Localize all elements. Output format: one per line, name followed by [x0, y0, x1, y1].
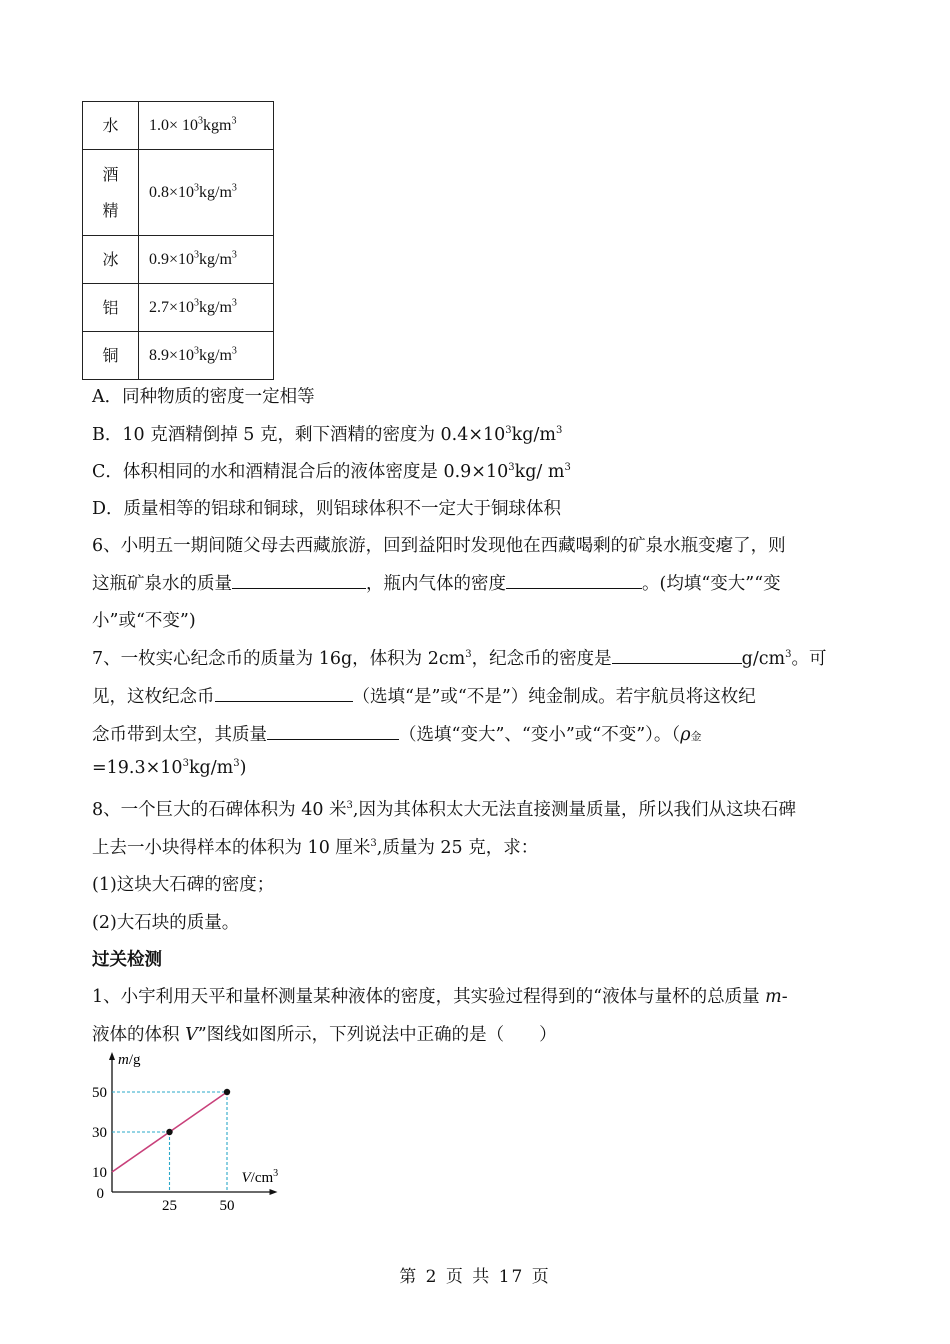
- density-unit: kg/m: [199, 183, 232, 201]
- q6-blank-mass[interactable]: [232, 570, 366, 589]
- density-exp: 3: [194, 297, 200, 309]
- q6-line-3: 小”或“不变”): [92, 611, 196, 631]
- density-table-row: [83, 284, 274, 332]
- x-axis-label: [242, 1168, 279, 1186]
- origin-label: 0: [96, 1186, 104, 1202]
- substance-char: 冰: [102, 249, 119, 269]
- density-value: 8.9×10: [149, 346, 195, 364]
- q6-line-2: 这瓶矿泉水的质量 ，瓶内气体的密度 。(均填“变大”“变: [92, 570, 781, 595]
- q7-line-2: 见，这枚纪念币 （选填“是”或“不是”）纯金制成。若宇航员将这枚纪: [92, 683, 756, 708]
- q7-line-1: 7、一枚实心纪念币的质量为 16g，体积为 $2cm^3$，纪念币的密度是 $g/cm^3$。可: [92, 645, 827, 670]
- density-table: [82, 101, 274, 380]
- y-axis-arrow: [109, 1052, 115, 1060]
- q6-blank-density[interactable]: [506, 570, 642, 589]
- density-value: 0.9×10: [149, 250, 195, 268]
- density-table-row: [83, 236, 274, 284]
- q1-line-2: 液体的体积 V”图线如图所示，下列说法中正确的是（ ）: [92, 1025, 557, 1045]
- mass-volume-chart: [82, 1050, 292, 1220]
- density-table-row: [83, 150, 274, 236]
- q7-blank-density[interactable]: [612, 645, 742, 664]
- density-value: 2.7×10: [149, 298, 195, 316]
- page-footer: 第 2 页 共 17 页: [399, 1267, 551, 1287]
- density-value-cell: [139, 150, 274, 236]
- density-exp: 3: [194, 249, 200, 261]
- q7-blank-mass[interactable]: [267, 721, 399, 740]
- density-unit: kg/m: [199, 250, 232, 268]
- x-tick-label: 25: [162, 1198, 177, 1214]
- q8-sub-2: (2)大石块的质量。: [92, 913, 240, 933]
- density-value-cell: [139, 102, 274, 150]
- x-tick-label: 50: [219, 1198, 235, 1214]
- substance-cell: [83, 102, 139, 150]
- q7-blank-gold[interactable]: [215, 683, 353, 702]
- y-axis-unit: /g: [128, 1052, 141, 1068]
- density-unit-exp: 3: [231, 297, 237, 309]
- substance-char: 铜: [102, 345, 119, 365]
- q6-line-1: 6、小明五一期间随父母去西藏旅游，回到益阳时发现他在西藏喝剩的矿泉水瓶变瘪了，则: [92, 536, 786, 556]
- substance-cell: [83, 332, 139, 380]
- section-title: 过关检测: [92, 950, 162, 970]
- y-tick-label: 50: [92, 1085, 107, 1101]
- density-exp: 3: [198, 115, 204, 127]
- density-unit: kg/m: [199, 298, 232, 316]
- density-unit-exp: 3: [231, 115, 237, 127]
- q1-line-1: 1、小宇利用天平和量杯测量某种液体的密度，其实验过程得到的“液体与量杯的总质量 m-: [92, 987, 788, 1007]
- q5-option-d: D．质量相等的铝球和铜球，则铝球体积不一定大于铜球体积: [92, 499, 562, 519]
- substance-cell: [83, 150, 139, 236]
- density-unit-exp: 3: [231, 249, 237, 261]
- density-value-cell: [139, 236, 274, 284]
- x-axis-exp: 3: [273, 1168, 279, 1179]
- q7-line-3: 念币带到太空，其质量 （选填“变大”、“变小”或“不变”）。（ρ金: [92, 721, 701, 746]
- q8-sub-1: (1)这块大石碑的密度；: [92, 875, 275, 895]
- substance-cell: [83, 284, 139, 332]
- substance-char: 精: [102, 200, 119, 220]
- density-value-cell: [139, 284, 274, 332]
- density-unit: kg/m: [199, 346, 232, 364]
- substance-char: 铝: [102, 297, 119, 317]
- data-point-0: [166, 1129, 172, 1135]
- density-value-cell: [139, 332, 274, 380]
- data-point-1: [224, 1089, 230, 1095]
- density-table-row: [83, 102, 274, 150]
- density-exp: 3: [194, 345, 200, 357]
- y-tick-label: 30: [92, 1125, 107, 1141]
- y-axis-var: m: [118, 1052, 129, 1068]
- substance-char: 水: [102, 115, 119, 135]
- q5-option-c: C．体积相同的水和酒精混合后的液体密度是 $0.9\times 10^3kg/$ $m^3$: [92, 462, 571, 482]
- density-exp: 3: [194, 182, 200, 194]
- q7-line-4: $=19.3\times 10^3kg/m^3$): [92, 758, 247, 778]
- substance-cell: [83, 236, 139, 284]
- q8-line-2: 上去一小块得样本的体积为 10 厘米$^3$,质量为 25 克，求：: [92, 838, 539, 858]
- density-unit-exp: 3: [231, 345, 237, 357]
- density-table-row: [83, 332, 274, 380]
- x-axis-unit: /cm: [250, 1170, 274, 1186]
- y-axis-label: [118, 1052, 141, 1068]
- x-axis-arrow: [270, 1189, 278, 1195]
- density-unit: kgm: [203, 116, 232, 134]
- substance-char: 酒: [102, 164, 119, 184]
- x-axis-var: V: [241, 1170, 251, 1186]
- density-value: 0.8×10: [149, 183, 195, 201]
- q8-line-1: 8、一个巨大的石碑体积为 40 米$^3$,因为其体积太大无法直接测量质量，所以我们从这块石碑: [92, 800, 796, 820]
- q5-option-a: A．同种物质的密度一定相等: [92, 387, 315, 407]
- y-tick-label: 10: [92, 1165, 107, 1181]
- density-unit-exp: 3: [231, 182, 237, 194]
- density-value: 1.0× 10: [149, 116, 199, 134]
- q5-option-b: B．10 克酒精倒掉 5 克，剩下酒精的密度为 $0.4\times 10^3kg/m^3$: [92, 425, 563, 445]
